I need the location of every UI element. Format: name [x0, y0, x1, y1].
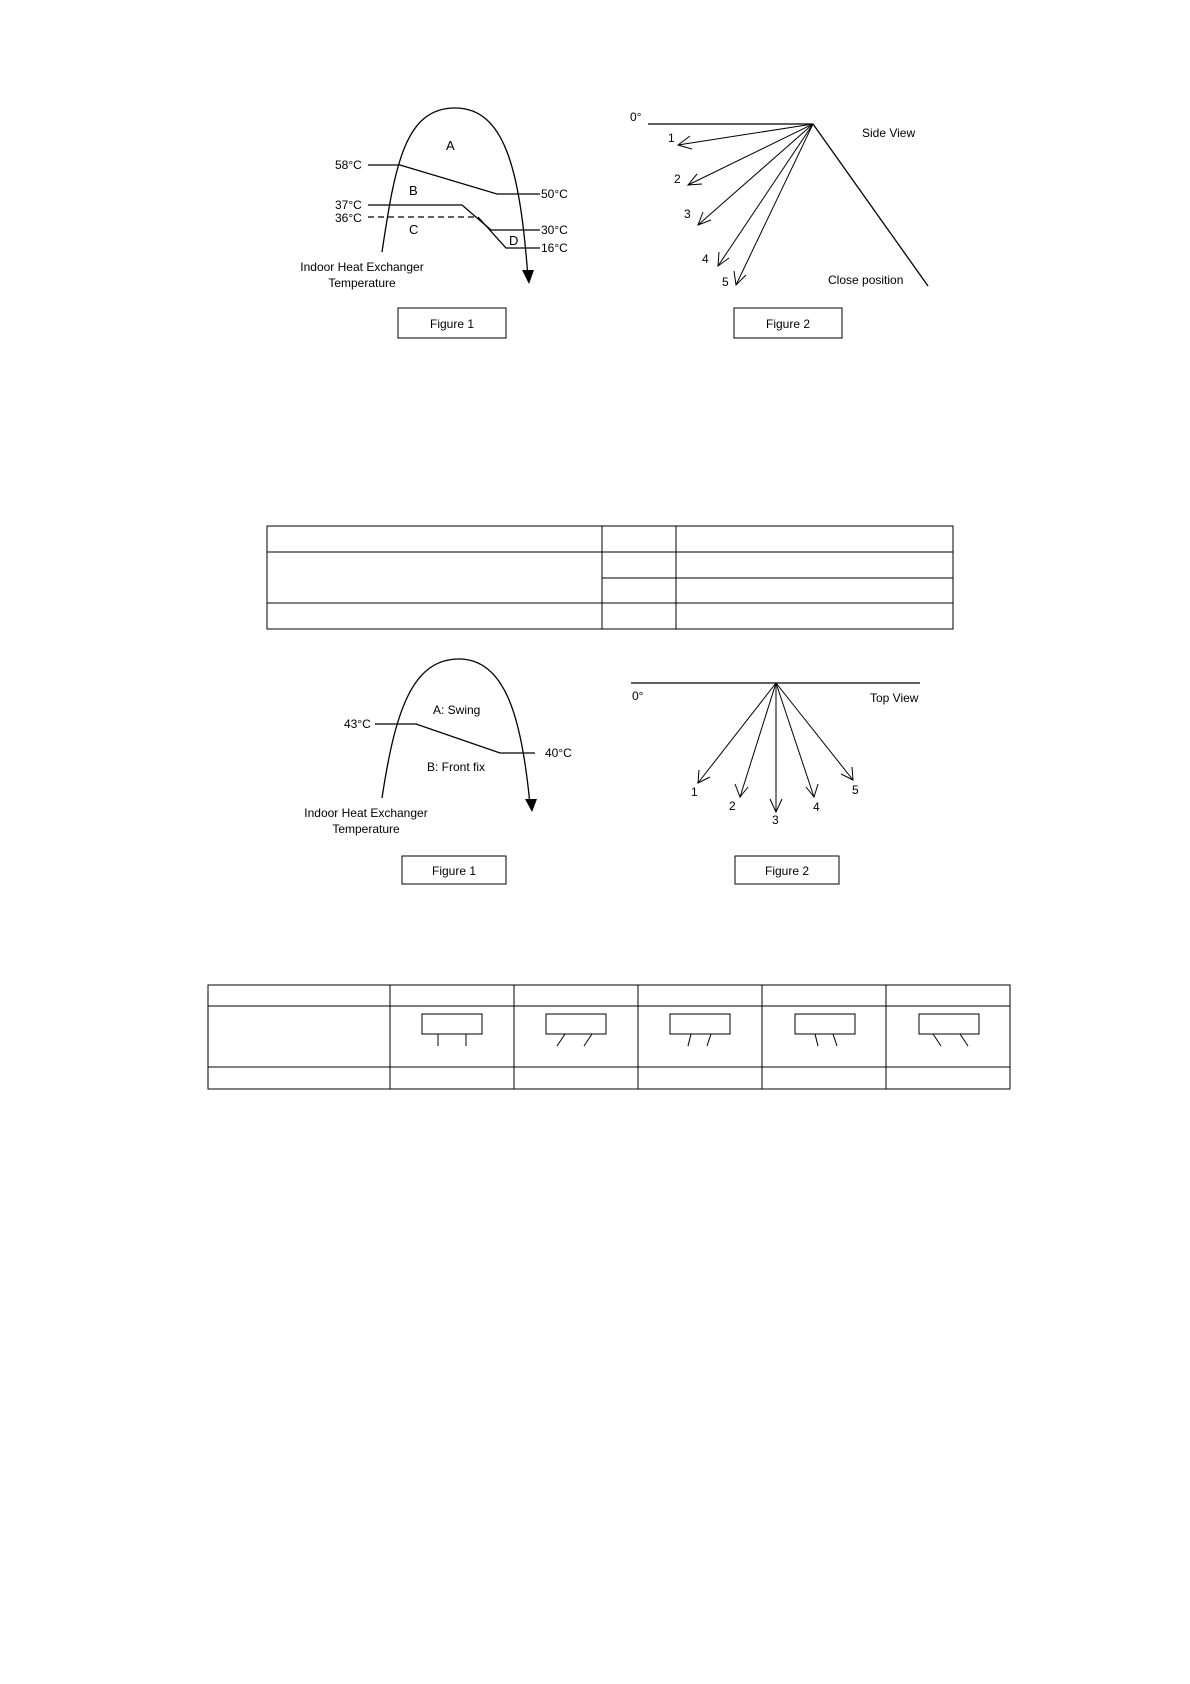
position-4-label: 4 [702, 252, 709, 266]
zero-degree-label: 0° [632, 689, 644, 703]
zone-d-label: D [509, 233, 519, 248]
position-1-label: 1 [691, 785, 698, 799]
position-5-label: 5 [852, 783, 859, 797]
side-view-label: Side View [862, 126, 916, 140]
axis-label-line-2: Temperature [332, 822, 400, 836]
heat-exchanger-diagram-1 [300, 108, 568, 338]
temp-30-label: 30°C [541, 223, 568, 237]
close-position-label: Close position [828, 273, 904, 287]
side-view-diagram [630, 110, 928, 338]
zone-b-label: B [409, 183, 418, 198]
temp-50-label: 50°C [541, 187, 568, 201]
temp-40-label: 40°C [545, 746, 572, 760]
heat-exchanger-diagram-2 [304, 659, 572, 884]
temp-58-label: 58°C [335, 158, 362, 172]
table-1 [0, 520, 1190, 640]
zone-front-fix-label: B: Front fix [427, 760, 486, 774]
temp-43-label: 43°C [344, 717, 371, 731]
table-2 [0, 980, 1190, 1100]
position-2-label: 2 [674, 172, 681, 186]
top-view-diagram [631, 683, 920, 884]
figure-2-caption: Figure 2 [765, 317, 811, 331]
top-figures [0, 0, 1190, 360]
temp-37-label: 37°C [335, 198, 362, 212]
zero-degree-label: 0° [630, 110, 642, 124]
temp-16-label: 16°C [541, 241, 568, 255]
axis-label-line-1: Indoor Heat Exchanger [304, 806, 428, 820]
position-3-label: 3 [684, 207, 691, 221]
figure-1-caption: Figure 1 [429, 317, 475, 331]
axis-label-line-2: Temperature [328, 276, 396, 290]
axis-label-line-1: Indoor Heat Exchanger [300, 260, 424, 274]
position-1-label: 1 [668, 131, 675, 145]
figure-1-caption: Figure 1 [431, 864, 477, 878]
position-3-label: 3 [772, 813, 779, 827]
zone-c-label: C [409, 222, 419, 237]
position-4-label: 4 [813, 800, 820, 814]
zone-a-label: A [446, 138, 455, 153]
figure-2-caption: Figure 2 [764, 864, 810, 878]
middle-figures [0, 640, 1190, 900]
temp-36-label: 36°C [335, 211, 362, 225]
top-view-label: Top View [870, 691, 919, 705]
zone-swing-label: A: Swing [433, 703, 481, 717]
position-2-label: 2 [729, 799, 736, 813]
position-5-label: 5 [722, 275, 729, 289]
